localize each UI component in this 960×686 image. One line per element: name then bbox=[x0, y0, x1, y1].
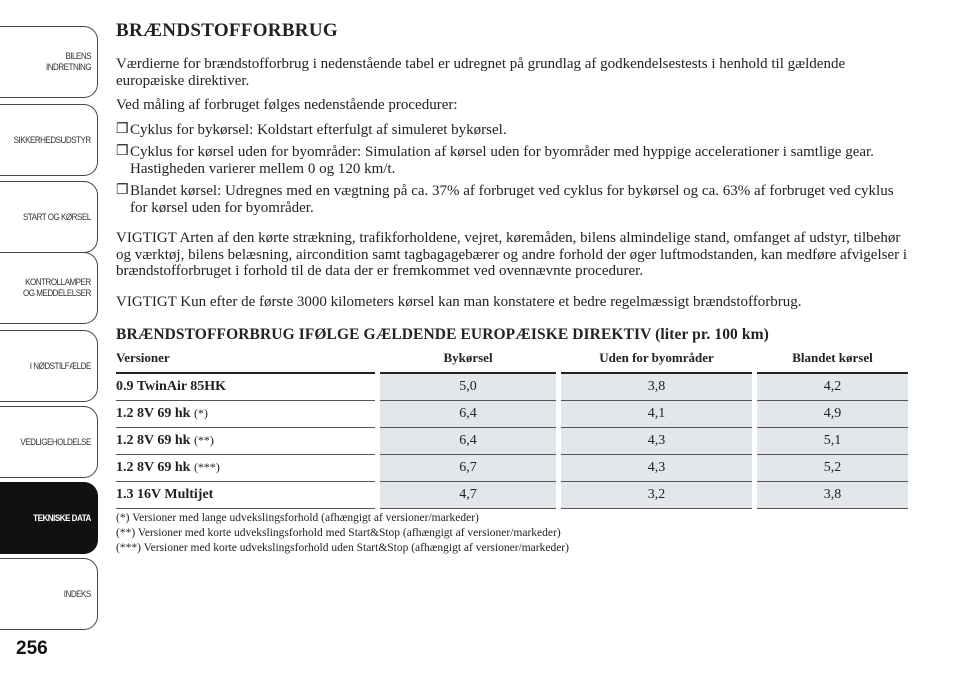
column-header: Blandet kørsel bbox=[755, 348, 909, 373]
tab-sikkerhedsudstyr[interactable] bbox=[0, 104, 98, 176]
list-item bbox=[116, 122, 911, 139]
footnotes bbox=[116, 511, 911, 556]
version-cell bbox=[116, 428, 378, 455]
list-item bbox=[116, 144, 911, 177]
page-title: BRÆNDSTOFFORBRUG bbox=[116, 20, 338, 41]
city-value: 4,7 bbox=[378, 482, 559, 509]
tab-label: I NØDSTILFÆLDE bbox=[29, 360, 91, 372]
table-row bbox=[116, 455, 908, 482]
version-name: 1.2 8V 69 hk bbox=[116, 433, 191, 448]
version-name: 1.2 8V 69 hk bbox=[116, 406, 191, 421]
important-note: VIGTIGT Arten af den kørte strækning, trafikforholdene, vejret, køremåden, bilens almindelige stand, omfanget af udstyr, tilbehør og værktøj, bilens belæsning, aircondition samt tagbagagebærer og andre forhold der øger luftmodstanden, kan medføre afvigelser i brændstofforbruget i forhold til de data der er fremkommet ved ovennævnte procedurer. bbox=[116, 230, 908, 279]
mixed-value: 5,2 bbox=[755, 455, 909, 482]
column-header: Bykørsel bbox=[378, 348, 559, 373]
version-cell bbox=[116, 455, 378, 482]
column-header: Uden for byområder bbox=[559, 348, 755, 373]
version-name: 1.3 16V Multijet bbox=[116, 487, 214, 502]
city-value: 6,4 bbox=[378, 401, 559, 428]
checkbox-bullet-icon: ❒ bbox=[116, 144, 129, 159]
version-footnote-mark: (**) bbox=[193, 433, 214, 447]
tab-label: BILENS INDRETNING bbox=[45, 51, 91, 73]
checkbox-bullet-icon: ❒ bbox=[116, 183, 129, 198]
page-number: 256 bbox=[16, 638, 48, 659]
extra-urban-value: 4,3 bbox=[559, 428, 755, 455]
column-header: Versioner bbox=[116, 348, 378, 373]
version-name: 1.2 8V 69 hk bbox=[116, 460, 191, 475]
table-title: BRÆNDSTOFFORBRUG IFØLGE GÆLDENDE EUROPÆISKE DIREKTIV (liter pr. 100 km) bbox=[116, 326, 769, 343]
tab-vedligeholdelse[interactable] bbox=[0, 406, 98, 478]
extra-urban-value: 4,1 bbox=[559, 401, 755, 428]
important-note: VIGTIGT Kun efter de første 3000 kilometers kørsel kan man konstatere et bedre regelmæssigt brændstofforbrug. bbox=[116, 293, 802, 310]
tab-label: SIKKERHEDSUDSTYR bbox=[13, 134, 91, 146]
extra-urban-value: 3,2 bbox=[559, 482, 755, 509]
main-content bbox=[116, 20, 911, 556]
tab-kontrollamper[interactable] bbox=[0, 252, 98, 324]
mixed-value: 3,8 bbox=[755, 482, 909, 509]
mixed-value: 4,2 bbox=[755, 373, 909, 401]
version-name: 0.9 TwinAir 85HK bbox=[116, 379, 227, 394]
list-item-text: Blandet kørsel: Udregnes med en vægtning på ca. 37% af forbruget ved cyklus for bykørsel og ca. 63% af forbruget ved cyklus for kørsel uden for byområder. bbox=[130, 183, 894, 216]
footnote: (***) Versioner med korte udvekslingsforhold uden Start&Stop (afhængigt af versioner/markeder) bbox=[116, 542, 569, 554]
tab-label: KONTROLLAMPER OG MEDDELELSER bbox=[23, 277, 92, 299]
tab-label: VEDLIGEHOLDELSE bbox=[20, 436, 91, 448]
tab-start-og-korsel[interactable] bbox=[0, 181, 98, 253]
table-row bbox=[116, 401, 908, 428]
city-value: 6,4 bbox=[378, 428, 559, 455]
table-header-row bbox=[116, 348, 908, 373]
list-item bbox=[116, 183, 911, 216]
city-value: 6,7 bbox=[378, 455, 559, 482]
table-row bbox=[116, 482, 908, 509]
tab-indeks[interactable] bbox=[0, 558, 98, 630]
version-footnote-mark: (*) bbox=[193, 406, 208, 420]
list-item-text: Cyklus for kørsel uden for byområder: Simulation af kørsel uden for byområder med hyppige accelerationer i samtlige gear. Hastigheden varierer mellem 0 og 120 km/t. bbox=[130, 144, 874, 177]
mixed-value: 4,9 bbox=[755, 401, 909, 428]
tab-label: INDEKS bbox=[63, 588, 91, 600]
version-footnote-mark: (***) bbox=[193, 460, 220, 474]
footnote: (**) Versioner med korte udvekslingsforhold med Start&Stop (afhængigt af versioner/markeder) bbox=[116, 527, 561, 539]
list-item-text: Cyklus for bykørsel: Koldstart efterfulgt af simuleret bykørsel. bbox=[130, 121, 507, 138]
tab-bilens-indretning[interactable] bbox=[0, 26, 98, 98]
version-cell bbox=[116, 482, 378, 509]
tab-i-nodstilfaelde[interactable] bbox=[0, 330, 98, 402]
extra-urban-value: 4,3 bbox=[559, 455, 755, 482]
table-row bbox=[116, 428, 908, 455]
version-cell bbox=[116, 401, 378, 428]
checkbox-bullet-icon: ❒ bbox=[116, 121, 129, 137]
mixed-value: 5,1 bbox=[755, 428, 909, 455]
intro-paragraph: Værdierne for brændstofforbrug i nedenstående tabel er udregnet på grundlag af godkendelsestests i henhold til gældende europæiske direktiver. bbox=[116, 56, 846, 89]
tab-label: START OG KØRSEL bbox=[23, 211, 91, 223]
version-cell bbox=[116, 373, 378, 401]
tab-tekniske-data[interactable] bbox=[0, 482, 98, 554]
city-value: 5,0 bbox=[378, 373, 559, 401]
footnote: (*) Versioner med lange udvekslingsforhold (afhængigt af versioner/markeder) bbox=[116, 512, 479, 524]
table-row bbox=[116, 373, 908, 401]
extra-urban-value: 3,8 bbox=[559, 373, 755, 401]
sidebar bbox=[0, 0, 100, 686]
measure-intro: Ved måling af forbruget følges nedenstående procedurer: bbox=[116, 97, 458, 113]
consumption-table bbox=[116, 348, 908, 509]
tab-label: TEKNISKE DATA bbox=[33, 512, 91, 524]
